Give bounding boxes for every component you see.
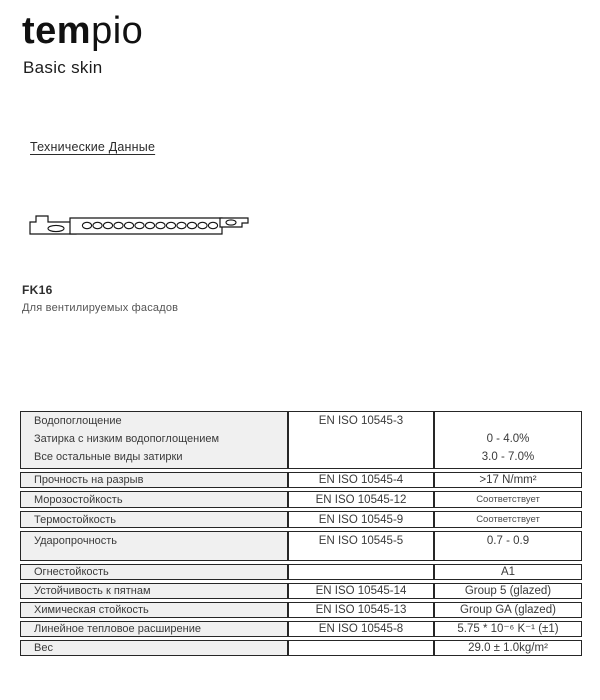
standard-cell: EN ISO 10545-3	[288, 411, 434, 469]
standard-cell: EN ISO 10545-4	[288, 472, 434, 488]
cell-line: Все остальные виды затирки	[34, 451, 183, 463]
value-cell: >17 N/mm²	[434, 472, 582, 488]
table-row	[20, 531, 582, 561]
value-cell: 29.0 ± 1.0kg/m²	[434, 640, 582, 656]
product-description: Для вентилируемых фасадов	[22, 302, 179, 314]
value-cell	[434, 511, 582, 528]
panel-profile-drawing	[16, 204, 260, 246]
value-cell: Group 5 (glazed)	[434, 583, 582, 599]
property-cell: Вес	[20, 640, 288, 656]
property-cell: Химическая стойкость	[20, 602, 288, 618]
table-row	[20, 640, 582, 656]
cell-line: Затирка с низким водопоглощением	[34, 433, 220, 445]
table-row	[20, 472, 582, 488]
table-row	[20, 491, 582, 508]
standard-cell: EN ISO 10545-14	[288, 583, 434, 599]
cell-line	[441, 412, 575, 430]
value-cell	[434, 491, 582, 508]
standard-cell: EN ISO 10545-13	[288, 602, 434, 618]
property-cell: Устойчивость к пятнам	[20, 583, 288, 599]
value-cell	[434, 411, 582, 469]
product-code: FK16	[22, 283, 53, 297]
cell-line: 0 - 4.0%	[486, 433, 530, 445]
property-cell: Ударопрочность	[20, 531, 288, 561]
table-row	[20, 411, 582, 469]
standard-cell: EN ISO 10545-5	[288, 531, 434, 561]
technical-specs-table-body	[20, 411, 582, 656]
brand-logo	[22, 10, 143, 52]
standard-cell: EN ISO 10545-9	[288, 511, 434, 528]
standard-cell: EN ISO 10545-12	[288, 491, 434, 508]
logo-bold-part: tem	[22, 10, 92, 52]
table-row	[20, 602, 582, 618]
table-row	[20, 564, 582, 580]
property-cell: Термостойкость	[20, 511, 288, 528]
property-cell	[20, 411, 288, 469]
cell-line: Водопоглощение	[34, 415, 122, 427]
table-row	[20, 511, 582, 528]
property-cell: Прочность на разрыв	[20, 472, 288, 488]
cell-line: 3.0 - 7.0%	[481, 451, 535, 463]
standard-cell	[288, 564, 434, 580]
product-line-subtitle: Basic skin	[23, 58, 103, 77]
value-cell: Group GA (glazed)	[434, 602, 582, 618]
value-text: Соответствует	[476, 494, 540, 505]
standard-cell: EN ISO 10545-8	[288, 621, 434, 637]
property-cell: Огнестойкость	[20, 564, 288, 580]
table-row	[20, 621, 582, 637]
technical-specs-table	[20, 408, 582, 659]
property-cell: Морозостойкость	[20, 491, 288, 508]
value-cell: 5.75 * 10⁻⁶ K⁻¹ (±1)	[434, 621, 582, 637]
section-title: Технические Данные	[30, 140, 156, 154]
logo-light-part: pio	[91, 10, 144, 52]
property-cell: Линейное тепловое расширение	[20, 621, 288, 637]
value-text: Соответствует	[476, 514, 540, 525]
table-row	[20, 583, 582, 599]
value-cell: 0.7 - 0.9	[434, 531, 582, 561]
value-cell: A1	[434, 564, 582, 580]
standard-cell	[288, 640, 434, 656]
